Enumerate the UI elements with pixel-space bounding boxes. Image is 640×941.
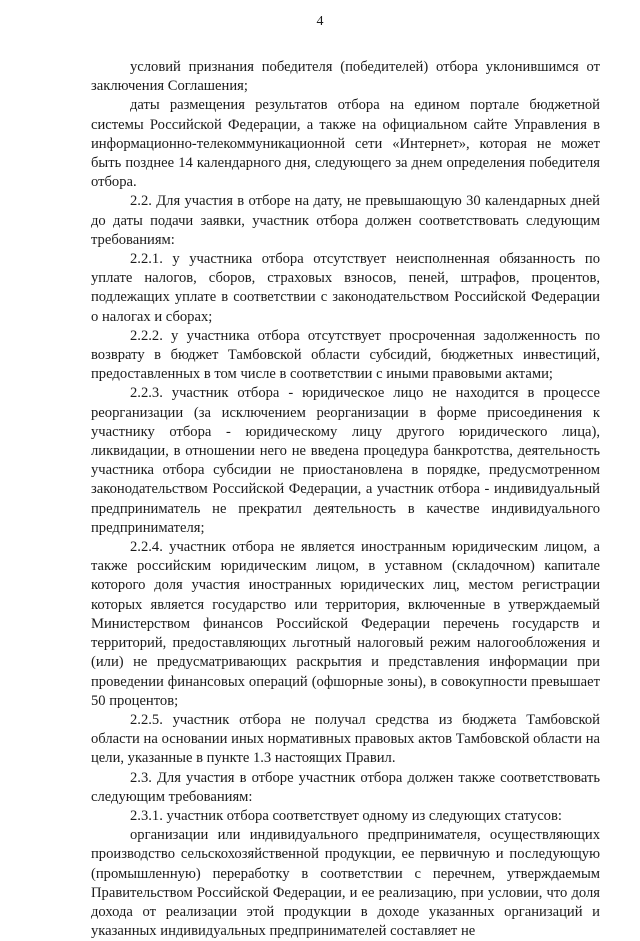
paragraph-4: 2.2.1. у участника отбора отсутствует неисполненная обязанность по уплате налогов, сборов, страховых взносов, пеней, штрафов, процентов, подлежащих уплате в соответствии с законодательством Российской Федерации о налогах и сборах; — [91, 251, 600, 325]
paragraph-6: 2.2.3. участник отбора - юридическое лицо не находится в процессе реорганизации (за исключением реорганизации в форме присоединения к участнику отбора - юридическому лицу другого юридического лица), ликвидации, в отношении него не введена процедура банкротства, деятельность участника отбора субсидии не приостановлена в порядке, предусмотренном законодательством Российской Федерации, а участник отбора - индивидуальный предприниматель не прекратил деятельность в качестве индивидуального предпринимателя; — [91, 385, 600, 536]
page-number: 4 — [316, 14, 324, 29]
paragraph-1: условий признания победителя (победителей) отбора уклонившимся от заключения Соглашения; — [91, 59, 600, 95]
paragraph-9: 2.3. Для участия в отборе участник отбора должен также соответствовать следующим требованиям: — [91, 769, 600, 805]
paragraph-5: 2.2.2. у участника отбора отсутствует просроченная задолженность по возврату в бюджет Тамбовской области субсидий, бюджетных инвестиций, предоставленных в том числе в соответствии с иными правовыми актами; — [91, 327, 600, 383]
document-body — [91, 58, 600, 941]
paragraph-8: 2.2.5. участник отбора не получал средства из бюджета Тамбовской области на основании иных нормативных правовых актов Тамбовской области на цели, указанные в пункте 1.3 настоящих Правил. — [91, 711, 600, 767]
paragraph-2: даты размещения результатов отбора на едином портале бюджетной системы Российской Федерации, а также на официальном сайте Управления в информационно-телекоммуникационной сети «Интернет», которая не может быть позднее 14 календарного дня, следующего за днем определения победителя отбора. — [91, 97, 600, 191]
paragraph-10: 2.3.1. участник отбора соответствует одному из следующих статусов: — [130, 807, 562, 824]
paragraph-3: 2.2. Для участия в отборе на дату, не превышающую 30 календарных дней до даты подачи заявки, участник отбора должен соответствовать следующим требованиям: — [91, 193, 600, 248]
paragraph-7: 2.2.4. участник отбора не является иностранным юридическим лицом, а также российским юридическим лицом, в уставном (складочном) капитале которого доля участия иностранных юридических лиц, местом регистрации которых является государство или территория, включенные в утверждаемый Министерством финансов Российской Федерации перечень государств и территорий, предоставляющих льготный налоговый режим налогообложения и (или) не предусматривающих раскрытия и представления информации при проведении финансовых операций (офшорные зоны), в совокупности превышает 50 процентов; — [91, 539, 600, 709]
paragraph-11: организации или индивидуального предпринимателя, осуществляющих производство сельскохозяйственной продукции, ее первичную и последующую (промышленную) переработку в соответствии с перечнем, утверждаемым Правительством Российской Федерации, и ее реализацию, при условии, что доля дохода от реализации этой продукции в доходе указанных организаций и указанных индивидуальных предпринимателей составляет не — [91, 827, 600, 940]
